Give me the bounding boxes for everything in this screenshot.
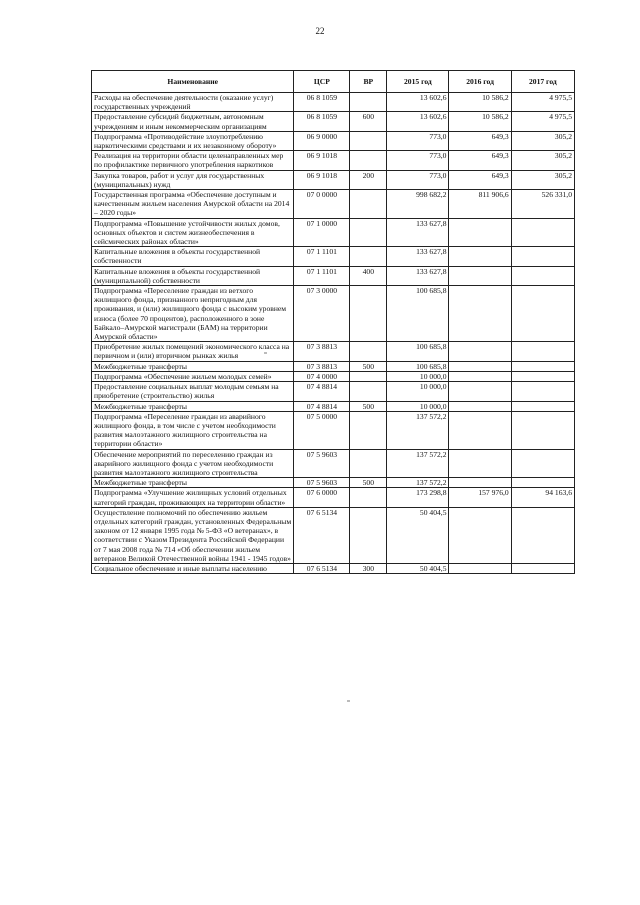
cell-csr: 07 3 8813	[294, 342, 350, 361]
column-header-vr: ВР	[350, 71, 387, 93]
cell-csr: 07 4 8814	[294, 401, 350, 411]
cell-2015: 998 682,2	[387, 190, 449, 219]
cell-name: Осуществление полномочий по обеспечению жильем отдельных категорий граждан, установленных Федеральным законом от 12 января 1995 года № 5-ФЗ «О ветеранах», в соответствии с Указом Президента Российской Федерации от 7 мая 2008 года № 714 «Об обеспечении жильем ветеранов Великой Отечественной войны 1941 - 1945 годов»	[92, 507, 294, 563]
cell-2017	[511, 449, 574, 478]
cell-2016	[449, 507, 511, 563]
cell-2015: 100 685,8	[387, 342, 449, 361]
table-header-row	[92, 71, 575, 93]
cell-csr: 07 6 5134	[294, 563, 350, 573]
cell-2017	[511, 563, 574, 573]
cell-name: Расходы на обеспечение деятельности (оказание услуг) государственных учреждений	[92, 93, 294, 112]
cell-vr	[350, 247, 387, 266]
table-row	[92, 247, 575, 266]
scan-speck	[347, 700, 350, 702]
cell-csr: 07 0 0000	[294, 190, 350, 219]
cell-2017	[511, 507, 574, 563]
cell-name: Закупка товаров, работ и услуг для государственных (муниципальных) нужд	[92, 170, 294, 189]
cell-2016: 649,3	[449, 131, 511, 150]
cell-csr: 07 5 9603	[294, 449, 350, 478]
cell-csr: 06 9 1018	[294, 151, 350, 170]
table-row	[92, 449, 575, 478]
cell-2015: 137 572,2	[387, 478, 449, 488]
cell-vr: 600	[350, 112, 387, 131]
table-row	[92, 371, 575, 381]
cell-2017: 4 975,5	[511, 112, 574, 131]
cell-2016: 10 586,2	[449, 93, 511, 112]
cell-2015: 773,0	[387, 151, 449, 170]
cell-2015: 10 000,0	[387, 382, 449, 401]
cell-2017: 305,2	[511, 131, 574, 150]
column-header-csr: ЦСР	[294, 71, 350, 93]
cell-2017	[511, 478, 574, 488]
cell-2015: 133 627,8	[387, 247, 449, 266]
cell-vr	[350, 342, 387, 361]
cell-vr: 200	[350, 170, 387, 189]
cell-2015: 100 685,8	[387, 361, 449, 371]
cell-name: Межбюджетные трансферты	[92, 478, 294, 488]
cell-vr	[350, 218, 387, 247]
cell-2016: 157 976,0	[449, 488, 511, 507]
cell-2015: 133 627,8	[387, 266, 449, 285]
cell-2016	[449, 401, 511, 411]
table-row	[92, 266, 575, 285]
cell-2016	[449, 563, 511, 573]
budget-table	[91, 70, 575, 574]
cell-name: Реализация на территории области целенаправленных мер по профилактике первичного употребления наркотиков	[92, 151, 294, 170]
cell-name: Социальное обеспечение и иные выплаты населению	[92, 563, 294, 573]
cell-2015: 50 404,5	[387, 507, 449, 563]
cell-2016	[449, 371, 511, 381]
cell-2017: 526 331,0	[511, 190, 574, 219]
cell-csr: 07 4 0000	[294, 371, 350, 381]
cell-name: Предоставление социальных выплат молодым семьям на приобретение (строительство) жилья	[92, 382, 294, 401]
cell-2017	[511, 411, 574, 449]
cell-2016	[449, 218, 511, 247]
cell-csr: 07 1 1101	[294, 266, 350, 285]
cell-csr: 07 1 1101	[294, 247, 350, 266]
column-header-2016: 2016 год	[449, 71, 511, 93]
cell-2015: 13 602,6	[387, 112, 449, 131]
cell-vr: 300	[350, 563, 387, 573]
cell-name: Государственная программа «Обеспечение доступным и качественным жильем населения Амурской области на 2014 – 2020 годы»	[92, 190, 294, 219]
cell-2015: 133 627,8	[387, 218, 449, 247]
cell-2015: 100 685,8	[387, 286, 449, 342]
cell-vr	[350, 488, 387, 507]
cell-name: Подпрограмма «Повышение устойчивости жилых домов, основных объектов и систем жизнеобеспечения в сейсмических районах области»	[92, 218, 294, 247]
scan-speck	[264, 352, 267, 354]
cell-2015: 173 298,8	[387, 488, 449, 507]
cell-csr: 07 6 5134	[294, 507, 350, 563]
cell-vr	[350, 449, 387, 478]
cell-name: Подпрограмма «Противодействие злоупотреблению наркотическими средствами и их незаконному обороту»	[92, 131, 294, 150]
cell-csr: 06 8 1059	[294, 112, 350, 131]
cell-2016	[449, 478, 511, 488]
cell-vr: 500	[350, 401, 387, 411]
table-row	[92, 361, 575, 371]
cell-name: Обеспечение мероприятий по переселению граждан из аварийного жилищного фонда с учетом необходимости развития малоэтажного жилищного строительства	[92, 449, 294, 478]
column-header-name: Наименование	[92, 71, 294, 93]
cell-name: Межбюджетные трансферты	[92, 361, 294, 371]
cell-csr: 07 3 0000	[294, 286, 350, 342]
cell-2016	[449, 266, 511, 285]
cell-2016: 649,3	[449, 151, 511, 170]
cell-name: Приобретение жилых помещений экономического класса на первичном и (или) вторичном рынках жилья	[92, 342, 294, 361]
cell-2017	[511, 247, 574, 266]
cell-2016	[449, 342, 511, 361]
cell-name: Межбюджетные трансферты	[92, 401, 294, 411]
cell-2017	[511, 342, 574, 361]
cell-2016	[449, 382, 511, 401]
table-row	[92, 286, 575, 342]
cell-csr: 06 9 1018	[294, 170, 350, 189]
cell-2015: 50 404,5	[387, 563, 449, 573]
cell-2015: 10 000,0	[387, 401, 449, 411]
table-row	[92, 112, 575, 131]
cell-2017	[511, 286, 574, 342]
cell-2017	[511, 401, 574, 411]
cell-name: Подпрограмма «Переселение граждан из аварийного жилищного фонда, в том числе с учетом необходимости развития малоэтажного жилищного строительства на территории области»	[92, 411, 294, 449]
cell-csr: 07 1 0000	[294, 218, 350, 247]
cell-csr: 06 9 0000	[294, 131, 350, 150]
cell-2016	[449, 449, 511, 478]
table-row	[92, 170, 575, 189]
table-row	[92, 131, 575, 150]
cell-2017	[511, 218, 574, 247]
cell-2015: 10 000,0	[387, 371, 449, 381]
cell-vr: 400	[350, 266, 387, 285]
cell-2017: 305,2	[511, 170, 574, 189]
table-row	[92, 563, 575, 573]
cell-2016: 811 906,6	[449, 190, 511, 219]
cell-2017	[511, 382, 574, 401]
cell-vr	[350, 151, 387, 170]
cell-name: Капитальные вложения в объекты государственной собственности	[92, 247, 294, 266]
cell-2017: 305,2	[511, 151, 574, 170]
cell-csr: 07 3 8813	[294, 361, 350, 371]
cell-csr: 07 6 0000	[294, 488, 350, 507]
cell-2015: 137 572,2	[387, 449, 449, 478]
cell-2017	[511, 371, 574, 381]
cell-2016: 649,3	[449, 170, 511, 189]
table-row	[92, 218, 575, 247]
cell-vr	[350, 131, 387, 150]
cell-name: Предоставление субсидий бюджетным, автономным учреждениям и иным некоммерческим организациям	[92, 112, 294, 131]
cell-2016: 10 586,2	[449, 112, 511, 131]
table-body	[92, 93, 575, 574]
cell-csr: 07 4 8814	[294, 382, 350, 401]
table-row	[92, 488, 575, 507]
cell-csr: 06 8 1059	[294, 93, 350, 112]
cell-2016	[449, 286, 511, 342]
cell-2017: 94 163,6	[511, 488, 574, 507]
cell-name: Подпрограмма «Переселение граждан из ветхого жилищного фонда, признанного непригодным для проживания, и (или) жилищного фонда с высоким уровнем износа (более 70 процентов), расположенного в зоне Байкало–Амурской магистрали (БАМ) на территории Амурской области»	[92, 286, 294, 342]
cell-2015: 773,0	[387, 170, 449, 189]
column-header-2017: 2017 год	[511, 71, 574, 93]
table-row	[92, 507, 575, 563]
cell-2015: 773,0	[387, 131, 449, 150]
cell-2017: 4 975,5	[511, 93, 574, 112]
cell-2016	[449, 247, 511, 266]
cell-vr	[350, 507, 387, 563]
table-row	[92, 411, 575, 449]
cell-vr	[350, 371, 387, 381]
cell-vr	[350, 190, 387, 219]
table-row	[92, 151, 575, 170]
table-row	[92, 93, 575, 112]
table-row	[92, 190, 575, 219]
cell-vr	[350, 382, 387, 401]
cell-2016	[449, 411, 511, 449]
cell-name: Подпрограмма «Обеспечение жильем молодых семей»	[92, 371, 294, 381]
cell-csr: 07 5 0000	[294, 411, 350, 449]
cell-2017	[511, 361, 574, 371]
cell-vr	[350, 411, 387, 449]
cell-name: Капитальные вложения в объекты государственной (муниципальной) собственности	[92, 266, 294, 285]
column-header-2015: 2015 год	[387, 71, 449, 93]
cell-name: Подпрограмма «Улучшение жилищных условий отдельных категорий граждан, проживающих на территории области»	[92, 488, 294, 507]
table-row	[92, 342, 575, 361]
table-row	[92, 478, 575, 488]
page-number: 22	[315, 26, 325, 36]
cell-2015: 137 572,2	[387, 411, 449, 449]
cell-2016	[449, 361, 511, 371]
cell-csr: 07 5 9603	[294, 478, 350, 488]
cell-2017	[511, 266, 574, 285]
table-row	[92, 382, 575, 401]
cell-vr	[350, 93, 387, 112]
cell-vr	[350, 286, 387, 342]
table-row	[92, 401, 575, 411]
cell-vr: 500	[350, 478, 387, 488]
cell-vr: 500	[350, 361, 387, 371]
cell-2015: 13 602,6	[387, 93, 449, 112]
